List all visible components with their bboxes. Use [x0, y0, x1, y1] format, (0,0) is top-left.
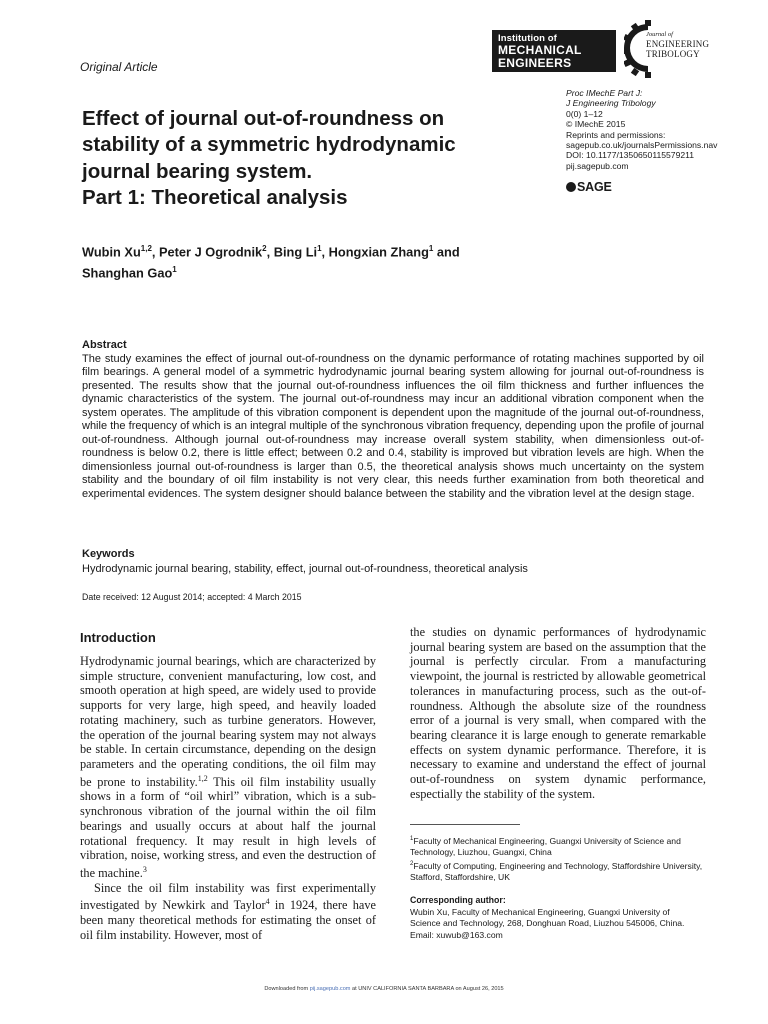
body-column-left	[80, 654, 376, 943]
paragraph-text: Since the oil film instability was first experimentally investigated by Newkirk and Taylor	[80, 880, 376, 913]
corresponding-author-heading: Corresponding author:	[410, 895, 506, 905]
journal-logo-line3: TRIBOLOGY	[646, 49, 700, 59]
meta-line: pij.sagepub.com	[566, 160, 629, 171]
body-paragraph: the studies on dynamic performances of hydrodynamic journal bearing system are based on the assumption that the journal is perfectly circular. From a manufacturing viewpoint, the journal is restricted by allowable geometrical tolerances in manufacturing process, such as the out-of-roundness. Although the absolute size of the roundness error of a journal is very small, when compared with the bearing clearance it is large enough to generate remarkable effects on system dynamic performance. Therefore, it is necessary to examine and understand the effect of journal out-of-roundness on system dynamic performance, espectially the stability of the system.	[410, 625, 706, 801]
footer-text: Downloaded from	[264, 986, 310, 992]
author-separator: and	[433, 244, 460, 260]
title-line: Effect of journal out-of-roundness on	[82, 107, 445, 130]
meta-line: sagepub.co.uk/journalsPermissions.nav	[566, 140, 718, 151]
sage-circle-icon	[566, 182, 576, 192]
meta-line: © IMechE 2015	[566, 119, 626, 130]
submission-dates: Date received: 12 August 2014; accepted: 4 March 2015	[82, 592, 302, 602]
author-name: Hongxian Zhang	[328, 244, 429, 260]
download-footer	[0, 986, 768, 992]
journal-logo	[624, 20, 744, 80]
affiliation-text: Faculty of Computing, Engineering and Technology, Staffordshire University, Stafford, Staffordshire, UK	[410, 860, 703, 882]
imeche-logo-line3: ENGINEERS	[498, 56, 572, 70]
title-line: journal bearing system.	[82, 159, 313, 183]
meta-line: J Engineering Tribology	[566, 98, 656, 109]
corresponding-author-details	[410, 907, 710, 941]
article-title	[82, 106, 542, 212]
journal-logo-line1: Journal of	[646, 31, 673, 38]
title-line: Part 1: Theoretical analysis	[82, 186, 348, 210]
body-paragraph	[80, 654, 376, 881]
article-type-label: Original Article	[80, 60, 158, 74]
footer-text: at UNIV CALIFORNIA SANTA BARBARA on August 26, 2015	[350, 986, 504, 992]
meta-line: DOI: 10.1177/1350650115579211	[566, 150, 695, 161]
author-separator: ,	[266, 244, 274, 260]
meta-line: Proc IMechE Part J:	[566, 88, 643, 98]
author-affiliation-mark: 1	[317, 244, 322, 253]
author-affiliation-mark: 1	[428, 244, 434, 253]
affiliation-item	[410, 834, 710, 859]
abstract-heading: Abstract	[82, 339, 127, 351]
corresponding-line: Email: xuwub@163.com	[410, 929, 503, 940]
author-affiliation-mark: 1,2	[140, 244, 152, 253]
affiliations	[410, 834, 710, 883]
abstract-text: The study examines the effect of journal out-of-roundness on the dynamic performance of rotating machines supported by oil film bearings. A general model of a symmetric hydrodynamic journal bearing system allowing for journal out-of-roundness is presented. The results show that the journal out-of-roundness influences the oil film thickness and further influences the dynamic characteristics of the system. The journal out-of-roundness may incur an additional vibration component when the system operates. The amplitude of this vibration component is dependent upon the magnitude of the journal out-of-roundness, while the frequency of which is an integral multiple of the synchronous vibration frequency, depending upon the profile of journal out-of-roundness. Although journal out-of-roundness may increase overall system stability, when dimensionless out-of-roundness is below 0.2, there is little effect; between 0.2 and 0.4, stability is improved but vibration levels are high. When the dimensionless journal out-of-roundness is larger than 0.5, the theoretical analysis shows much uncertainty on the system stability and the boundary of oil film instability is not very clear, this needs further examination from both theoretical and experimental evidences. The system designer should balance between the stability and the vibration level at the design stage.	[82, 353, 704, 500]
sage-logo	[566, 180, 612, 194]
author-name: Shanghan Gao	[82, 265, 173, 281]
imeche-logo	[492, 30, 616, 72]
paragraph-text: This oil film instability usually shows in a form of “oil whirl” vibration, which is a sub-synchronous vibration of the journal within the oil film bearings and usually occurs at about half the journal rotational frequency. It may result in high levels of vibration, noise, working stress, and even the destruction of the machine.	[80, 774, 376, 881]
author-affiliation-mark: 1	[172, 265, 177, 275]
imeche-logo-line2: MECHANICAL	[498, 43, 582, 57]
corresponding-line: Science and Technology, 268, Donghuan Road, Liuzhou 545006, China.	[410, 918, 685, 929]
body-column-right	[410, 625, 706, 801]
author-affiliation-mark: 2	[262, 244, 267, 253]
footer-link[interactable]: pij.sagepub.com	[309, 986, 351, 992]
meta-line: 0(0) 1–12	[566, 108, 603, 119]
title-line: stability of a symmetric hydrodynamic	[82, 133, 456, 157]
footnote-divider	[410, 824, 520, 825]
journal-logo-line2: ENGINEERING	[646, 39, 710, 49]
imeche-logo-line1: Institution of	[498, 33, 557, 44]
author-separator: ,	[321, 244, 329, 260]
meta-line: Reprints and permissions:	[566, 129, 666, 140]
affiliation-text: Faculty of Mechanical Engineering, Guangxi University of Science and Technology, Liuzhou, Guangxi, China	[410, 835, 681, 858]
keywords-text: Hydrodynamic journal bearing, stability, effect, journal out-of-roundness, theoretical analysis	[82, 563, 528, 575]
affiliation-item	[410, 859, 710, 884]
keywords-heading: Keywords	[82, 548, 135, 560]
citation-ref: 1,2	[197, 773, 208, 783]
body-paragraph	[80, 881, 376, 943]
author-list	[82, 240, 552, 283]
author-name: Bing Li	[273, 244, 318, 260]
author-name: Peter J Ogrodnik	[159, 244, 263, 260]
citation-ref: 4	[265, 897, 270, 907]
sage-logo-text: SAGE	[577, 180, 612, 194]
paragraph-text: in 1924, there have been many theoretical methods for estimating the onset of oil film instability. However, most of	[80, 898, 376, 942]
author-name: Wubin Xu	[82, 244, 141, 260]
affiliation-mark: 1	[410, 836, 414, 842]
section-heading-introduction: Introduction	[80, 630, 156, 645]
paragraph-text: Hydrodynamic journal bearings, which are characterized by simple structure, convenient manufacturing, low cost, and smooth operation at high speed, are widely used to provide supports for very large, high speed, and heavily loaded rotating machinery, such as turbine generators. However, the operation of the journal bearing system may not always be stable. In certain circumstance, depending on the design parameters and the operating conditions, the oil film may be prone to instability.	[80, 654, 376, 789]
author-separator: ,	[151, 244, 160, 260]
corresponding-line: Wubin Xu, Faculty of Mechanical Engineering, Guangxi University of	[410, 907, 670, 917]
affiliation-mark: 2	[410, 860, 414, 867]
citation-ref: 3	[142, 864, 147, 874]
publication-meta	[566, 88, 766, 171]
